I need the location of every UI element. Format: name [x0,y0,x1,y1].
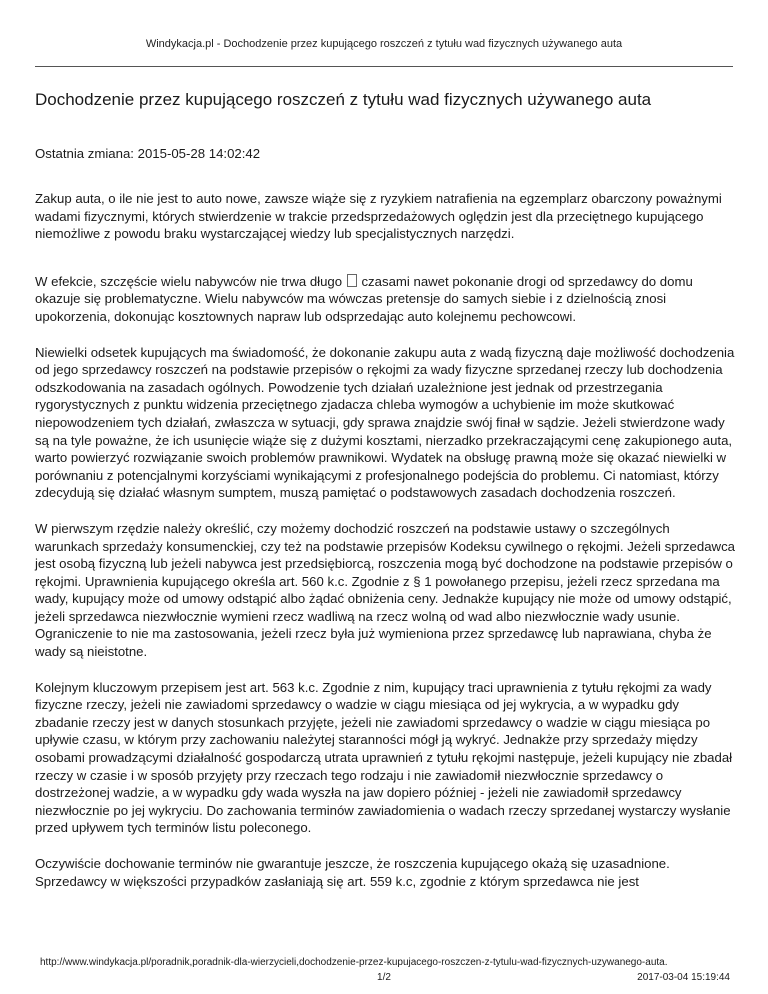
print-timestamp: 2017-03-04 15:19:44 [637,972,730,983]
header-divider [35,66,733,67]
paragraph-2-rest: czasami nawet pokonanie drogi od sprzedawcy do domu okazuje się problematyczne. Wielu nabywców ma wówczas pretensje do samych siebie i z dzielnością znosi upokorzenia, dokonując kosztownych napraw lub odsprzedając auto kolejnemu pechowcowi. [35,273,693,324]
paragraph-2 [35,273,735,326]
article-title: Dochodzenie przez kupującego roszczeń z tytułu wad fizycznych używanego auta [35,90,652,109]
paragraph-5: Kolejnym kluczowym przepisem jest art. 563 k.c. Zgodnie z nim, kupujący traci uprawnienia z tytułu rękojmi za wady fizyczne rzeczy, jeżeli nie zawiadomi sprzedawcy o wadzie w ciągu miesiąca od jej wykrycia, a w wypadku gdy zbadanie rzeczy jest w danych stosunkach przyjęte, jeżeli nie zawiadomi sprzedawcy o wadzie w ciągu miesiąca po upływie czasu, w którym przy zachowaniu należytej staranności mógł ją wykryć. Jednakże przy sprzedaży między osobami prowadzącymi działalność gospodarczą utrata uprawnień z tytułu rękojmi następuje, jeżeli kupujący nie zbadał rzeczy w czasie i w sposób przyjęty przy rzeczach tego rodzaju i nie zawiadomił niezwłocznie sprzedawcy o dostrzeżonej wadzie, a w wypadku gdy wada wyszła na jaw dopiero później - jeżeli nie zawiadomił sprzedawcy niezwłocznie po jej wykryciu. Do zachowania terminów zawiadomienia o wadach rzeczy sprzedanej wystarczy wysłanie przed upływem tych terminów listu poleconego. [35,679,733,836]
article-body [35,190,735,908]
last-modified: Ostatnia zmiana: 2015-05-28 14:02:42 [35,146,261,161]
missing-glyph-icon [347,274,357,287]
paragraph-1: Zakup auta, o ile nie jest to auto nowe, zawsze wiąże się z ryzykiem natrafienia na egzemplarz obarczony poważnymi wadami fizycznymi, których stwierdzenie w trakcie przedsprzedażowych oględzin jest dla przeciętnego kupującego niemożliwe z powodu braku wystarczającej wiedzy lub specjalistycznych narzędzi. [35,191,722,242]
paragraph-4: W pierwszym rzędzie należy określić, czy możemy dochodzić roszczeń na podstawie ustawy o szczególnych warunkach sprzedaży konsumenckiej, czy też na podstawie przepisów Kodeksu cywilnego o rękojmi. Jeżeli sprzedawca jest osobą fizyczną lub jeżeli nabywca jest przedsiębiorcą, roszczenia mogą być dochodzone na podstawie przepisów o rękojmi. Uprawnienia kupującego określa art. 560 k.c. Zgodnie z § 1 powołanego przepisu, jeżeli rzecz sprzedana ma wady, kupujący może od umowy odstąpić albo żądać obniżenia ceny. Jednakże kupujący nie może od umowy odstąpić, jeżeli sprzedawca niezwłocznie wymieni rzecz wadliwą na rzecz wolną od wad albo niezwłocznie wady usunie. Ograniczenie to nie ma zastosowania, jeżeli rzecz była już wymieniona przez sprzedawcę lub naprawiana, chyba że wady są nieistotne. [35,520,735,660]
page-number: 1/2 [377,972,391,983]
paragraph-2-lead: W efekcie, szczęście wielu nabywców nie trwa długo [35,273,343,289]
running-header: Windykacja.pl - Dochodzenie przez kupującego roszczeń z tytułu wad fizycznych używanego auta [145,38,623,50]
paragraph-3: Niewielki odsetek kupujących ma świadomość, że dokonanie zakupu auta z wadą fizyczną daje możliwość dochodzenia od jego sprzedawcy roszczeń na podstawie przepisów o rękojmi za wady fizyczne sprzedanej rzeczy lub dochodzenia odszkodowania na zasadach ogólnych. Powodzenie tych działań uzależnione jest jednak od przestrzegania rygorystycznych z punktu widzenia przeciętnego zjadacza chleba wymogów a uchybienie im może skutkować niepowodzeniem tych działań, zwłaszcza w sytuacji, gdy sprawa znajdzie swój finał w sądzie. Jeżeli stwierdzone wady są na tyle poważne, że ich usunięcie wiąże się z dużymi kosztami, nierzadko przekraczającymi cenę zakupionego auta, warto powierzyć rozwiązanie swoich problemów prawnikowi. Wydatek na obsługę prawną może się okazać niewielki w porównaniu z potencjalnymi korzyściami wynikającymi z profesjonalnego podejścia do problemu. Ci natomiast, którzy zdecydują się działać własnym sumptem, muszą pamiętać o podstawowych zasadach dochodzenia roszczeń. [35,344,735,501]
footer-url: http://www.windykacja.pl/poradnik,poradnik-dla-wierzycieli,dochodzenie-przez-kupujacego-roszczen-z-tytulu-wad-fizycznych-uzywanego-auta. [40,957,668,968]
paragraph-6: Oczywiście dochowanie terminów nie gwarantuje jeszcze, że roszczenia kupującego okażą się uzasadnione. Sprzedawcy w większości przypadków zasłaniają się art. 559 k.c, zgodnie z którym sprzedawca nie jest [35,856,670,889]
